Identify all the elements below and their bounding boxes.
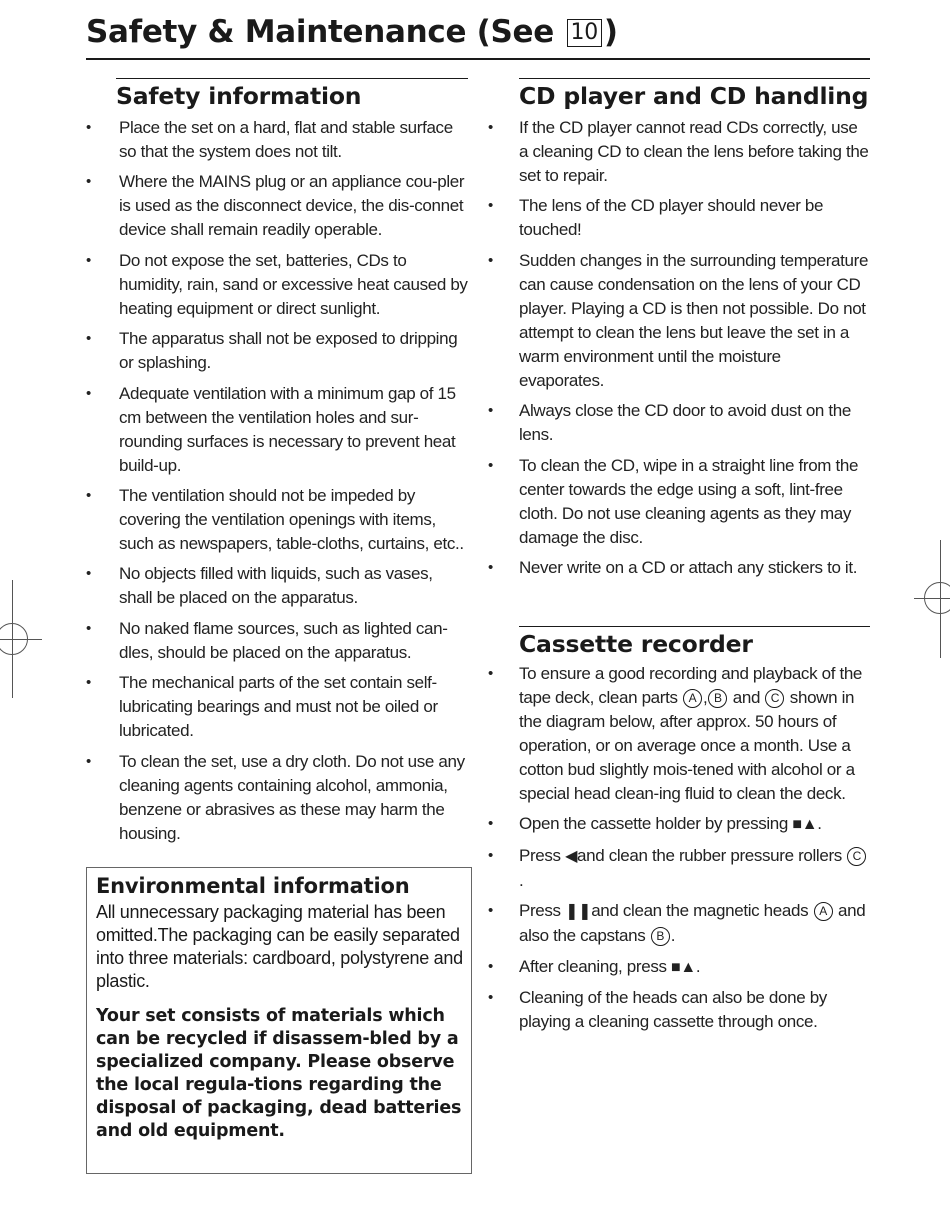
list-item: • Open the cassette holder by pressing ■▲.: [488, 812, 870, 837]
environmental-title: Environmental information: [96, 874, 410, 898]
figure-number-box: 10: [567, 19, 602, 47]
title-rule: [86, 58, 870, 60]
cassette-title: Cassette recorder: [519, 630, 753, 658]
environmental-recycling-note: Your set consists of materials which can be recycled if disassem-bled by a specialized company. Please observe the local regula-tions regarding the disposal of packaging, dead batteries and old equipment.: [96, 1006, 462, 1141]
safety-section: [86, 82, 470, 852]
environmental-body: All unnecessary packaging material has been omitted.The packaging can be easily separated into three materials: cardboard, polystyrene and plastic.: [96, 902, 463, 991]
list-item: • Cleaning of the heads can also be done by playing a cleaning cassette through once.: [488, 986, 870, 1034]
list-item: • To clean the CD, wipe in a straight line from the center towards the edge using a soft, lint-free cloth. Do not use cleaning agents as they may damage the disc.: [488, 454, 870, 550]
cd-list: [488, 116, 870, 580]
page-title: [86, 14, 618, 50]
list-item: • Where the MAINS plug or an appliance cou-pler is used as the disconnect device, the dis-connet device shall remain readily operable.: [86, 170, 470, 242]
list-item: • The lens of the CD player should never be touched!: [488, 194, 870, 242]
page-title-text: Safety & Maintenance (See: [86, 14, 565, 50]
cassette-list: [488, 662, 870, 1034]
registration-mark-right: [910, 540, 950, 660]
page-title-end: ): [603, 14, 618, 50]
cassette-section: [488, 630, 870, 1040]
list-item: • Press ◀and clean the rubber pressure rollers C.: [488, 844, 870, 893]
part-b-label: B: [708, 689, 727, 708]
list-item: • Always close the CD door to avoid dust on the lens.: [488, 399, 870, 447]
list-item: • No objects filled with liquids, such as vases, shall be placed on the apparatus.: [86, 562, 470, 610]
cd-section: [488, 82, 870, 586]
list-item: • Press ❚❚and clean the magnetic heads A and also the capstans B .: [488, 899, 870, 948]
part-c-label: C: [847, 847, 866, 866]
environmental-info-box: [86, 867, 472, 1174]
registration-mark-left: [0, 580, 44, 700]
cassette-rule: [519, 626, 870, 627]
list-item: • Never write on a CD or attach any stickers to it.: [488, 556, 870, 580]
safety-list: [86, 116, 470, 846]
safety-rule: [116, 78, 468, 79]
list-item: • Do not expose the set, batteries, CDs to humidity, rain, sand or excessive heat caused by heating equipment or direct sunlight.: [86, 249, 470, 321]
stop-eject-icon: ■▲: [671, 958, 696, 976]
list-item: • The ventilation should not be impeded by covering the ventilation openings with items, such as newspapers, table-cloths, curtains, etc..: [86, 484, 470, 556]
part-a-label: A: [814, 902, 833, 921]
list-item: • The apparatus shall not be exposed to dripping or splashing.: [86, 327, 470, 375]
pause-icon: ❚❚: [565, 903, 592, 921]
part-c-label: C: [765, 689, 784, 708]
list-item: • To ensure a good recording and playback of the tape deck, clean parts A , B and C shown in the diagram below, after approx. 50 hours of operation, or on average once a month. Use a cotton bud slightly mois-tened with alcohol or a special head clean-ing fluid to clean the deck.: [488, 662, 870, 806]
cd-rule: [519, 78, 870, 79]
cd-title: CD player and CD handling: [519, 82, 869, 110]
part-b-label: B: [651, 927, 670, 946]
list-item: • Adequate ventilation with a minimum gap of 15 cm between the ventilation holes and sur-rounding surfaces is necessary to prevent heat build-up.: [86, 382, 470, 478]
list-item: • No naked flame sources, such as lighted can-dles, should be placed on the apparatus.: [86, 617, 470, 665]
list-item: • To clean the set, use a dry cloth. Do not use any cleaning agents containing alcohol, ammonia, benzene or abrasives as these may harm the housing.: [86, 750, 470, 846]
list-item: • The mechanical parts of the set contain self-lubricating bearings and must not be oiled or lubricated.: [86, 671, 470, 743]
list-item: • If the CD player cannot read CDs correctly, use a cleaning CD to clean the lens before taking the set to repair.: [488, 116, 870, 188]
list-item: • Sudden changes in the surrounding temperature can cause condensation on the lens of your CD player. Playing a CD is then not possible. Do not attempt to clean the lens but leave the set in a warm environment until the moisture evaporates.: [488, 249, 870, 393]
list-item: • After cleaning, press ■▲.: [488, 955, 870, 980]
rewind-icon: ◀: [565, 847, 578, 865]
stop-eject-icon: ■▲: [792, 816, 818, 834]
list-item: • Place the set on a hard, flat and stable surface so that the system does not tilt.: [86, 116, 470, 164]
safety-title: Safety information: [116, 82, 362, 110]
part-a-label: A: [683, 689, 702, 708]
